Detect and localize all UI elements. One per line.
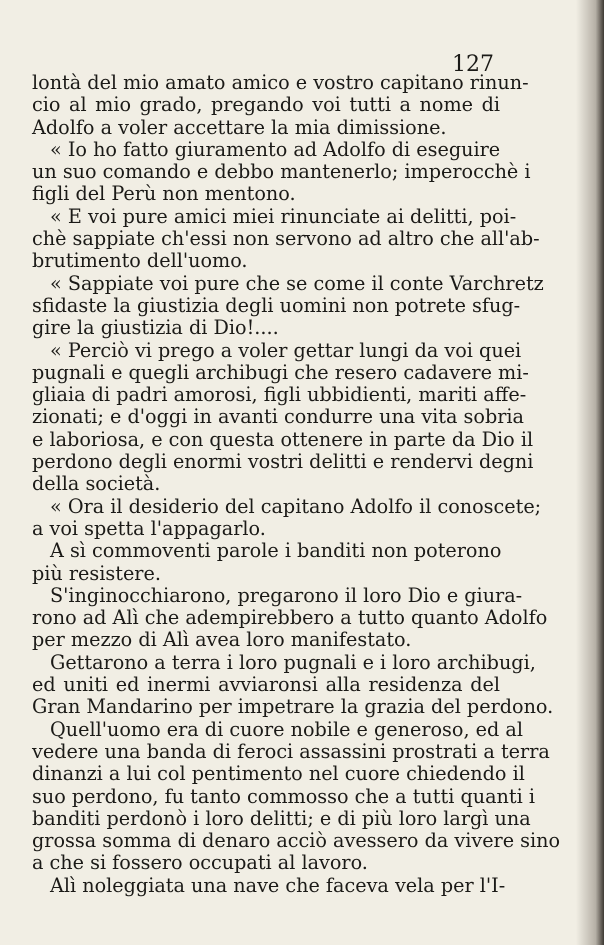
text-line: un suo comando e debbo mantenerlo; imperocchè i <box>32 160 531 184</box>
text-line: e laboriosa, e con questa ottenere in parte da Dio il <box>32 427 534 451</box>
text-line: suo perdono, fu tanto commosso che a tutti quanti i <box>32 784 535 808</box>
text-line: Alì noleggiata una nave che faceva vela per l'I- <box>50 873 506 897</box>
text-line: S'inginocchiarono, pregarono il loro Dio e giura- <box>50 583 523 607</box>
text-line: ed uniti ed inermi avviaronsi alla residenza del <box>32 673 500 697</box>
text-line: più resistere. <box>32 561 161 585</box>
text-line: Gran Mandarino per impetrare la grazia del perdono. <box>32 695 554 719</box>
text-line: vedere una banda di feroci assassini prostrati a terra <box>32 739 550 763</box>
text-line: banditi perdonò i loro delitti; e di più loro largì una <box>32 806 531 830</box>
text-line: della società. <box>32 472 161 496</box>
text-line: Adolfo a voler accettare la mia dimissione. <box>32 115 447 139</box>
text-line: pugnali e quegli archibugi che resero cadavere mi- <box>32 360 529 384</box>
page-number: 127 <box>452 52 494 77</box>
text-line: cio al mio grado, pregando voi tutti a nome di <box>32 93 500 117</box>
text-line: per mezzo di Alì avea loro manifestato. <box>32 628 412 652</box>
text-line: gire la giustizia di Dio!.... <box>32 316 279 340</box>
text-line: dinanzi a lui col pentimento nel cuore chiedendo il <box>32 762 525 786</box>
text-line: lontà del mio amato amico e vostro capitano rinun- <box>32 71 529 94</box>
text-line: « Perciò vi prego a voler gettar lungi da voi quei <box>50 338 522 362</box>
text-line: « E voi pure amici miei rinunciate ai delitti, poi- <box>50 204 517 228</box>
text-line: « Io ho fatto giuramento ad Adolfo di eseguire <box>50 137 501 161</box>
body-text <box>32 71 561 897</box>
text-line: brutimento dell'uomo. <box>32 249 248 273</box>
text-line: « Sappiate voi pure che se come il conte Varchretz <box>50 271 544 295</box>
text-line: figli del Perù non mentono. <box>32 182 296 206</box>
text-line: sfidaste la giustizia degli uomini non potrete sfug- <box>32 293 521 317</box>
text-line: a che si fossero occupati al lavoro. <box>32 851 368 875</box>
text-line: Quell'uomo era di cuore nobile e generoso, ed al <box>50 717 523 741</box>
text-line: grossa somma di denaro acciò avessero da vivere sino <box>32 829 561 853</box>
text-line: a voi spetta l'appagarlo. <box>32 516 266 540</box>
text-line: gliaia di padri amorosi, figli ubbidienti, mariti affe- <box>32 383 527 407</box>
text-line: rono ad Alì che adempirebbero a tutto quanto Adolfo <box>32 606 548 630</box>
text-line: A sì commoventi parole i banditi non poterono <box>50 539 502 563</box>
text-line: zionati; e d'oggi in avanti condurre una vita sobria <box>32 405 524 429</box>
text-line: perdono degli enormi vostri delitti e rendervi degni <box>32 450 534 474</box>
text-line: Gettarono a terra i loro pugnali e i loro archibugi, <box>50 650 536 674</box>
text-line: « Ora il desiderio del capitano Adolfo il conoscete; <box>50 494 542 518</box>
page-edge-shadow <box>576 0 604 945</box>
text-line: chè sappiate ch'essi non servono ad altro che all'ab- <box>32 227 540 251</box>
